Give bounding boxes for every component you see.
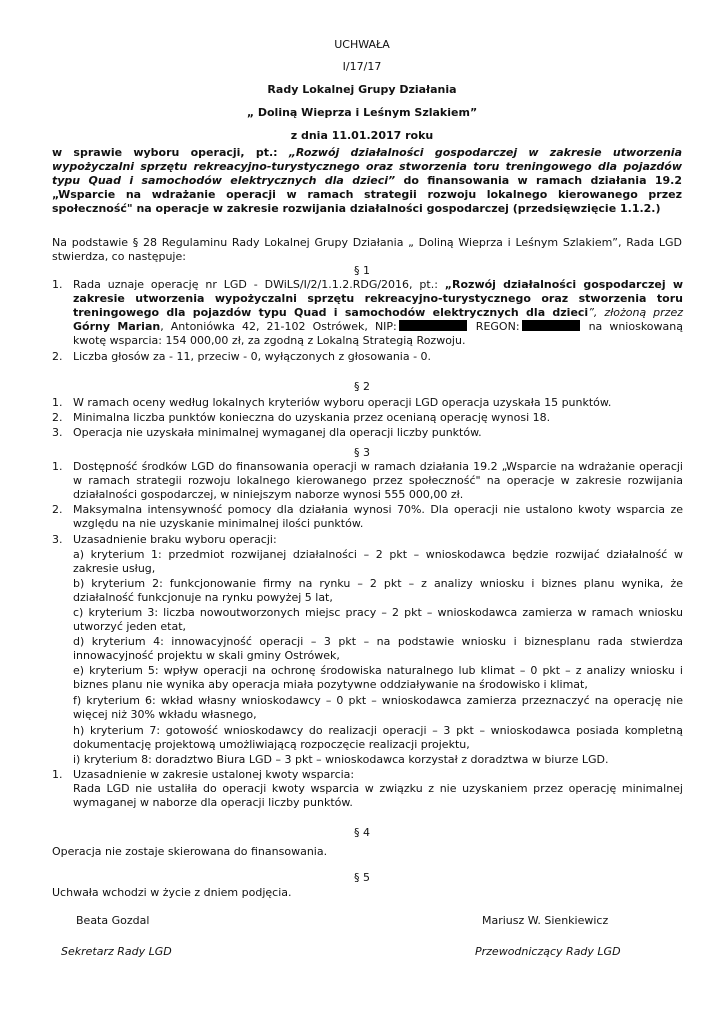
doc-number: I/17/17	[342, 60, 382, 73]
s3-item-2: Maksymalna intensywność pomocy dla działania wynosi 70%. Dla operacji nie ustalono kwoty wsparcia ze względu na nie uzyskanie minimalnej ilości punktów.	[73, 503, 683, 530]
issuing-body-name: „ Doliną Wieprza i Leśnym Szlakiem”	[246, 106, 478, 119]
section-2-heading: § 2	[354, 380, 370, 393]
s3-item-3: Uzasadnienie braku wyboru operacji:	[73, 533, 277, 546]
subject-rest: do finansowania w ramach działania 19.2 „Wsparcie na wdrażanie operacji w ramach strategii rozwoju lokalnego kierowanego przez społeczność" na operacje w zakresie rozwijania działalności gospodarczej (przedsięwzięcie 1.1.2.)	[52, 174, 682, 215]
s1-item-1-number: 1.	[52, 278, 63, 291]
redacted-nip	[399, 320, 467, 331]
s3-item-1: Dostępność środków LGD do finansowania operacji w ramach działania 19.2 „Wsparcie na wdrażanie operacji w ramach strategii rozwoju lokalnego kierowanego przez społeczność" na operacje w zakresie rozwijania działalności gospodarczej, w niniejszym naborze wynosi 555 000,00 zł.	[73, 460, 683, 501]
signatory-left-name: Beata Gozdal	[76, 914, 150, 927]
s1-item-1	[73, 278, 683, 348]
s1-item-1-lead: Rada uznaje operację nr LGD - DWiLS/I/2/1.1.2.RDG/2016, pt.:	[73, 278, 445, 291]
s1-item-2: Liczba głosów za - 11, przeciw - 0, wyłączonych z głosowania - 0.	[73, 350, 432, 363]
criterion-1: a) kryterium 1: przedmiot rozwijanej działalności – 2 pkt – wnioskodawca będzie rozwijać działalność w zakresie usług,	[73, 548, 683, 575]
s2-item-3-number: 3.	[52, 426, 63, 439]
section-5-text: Uchwała wchodzi w życie z dniem podjęcia.	[52, 886, 292, 899]
subject-title: „Rozwój działalności gospodarczej w zakresie utworzenia wypożyczalni sprzętu rekreacyjno-turystycznego oraz stworzenia toru treningowego dla pojazdów typu Quad i samochodów elektrycznych dla dzieci”	[52, 146, 682, 187]
criterion-6: f) kryterium 6: wkład własny wnioskodawcy – 0 pkt – wnioskodawca zamierza przeznaczyć na operację nie więcej niż 30% wkładu własnego,	[73, 694, 683, 721]
criterion-4: d) kryterium 4: innowacyjność operacji – 3 pkt – na podstawie wniosku i biznesplanu rada stwierdza innowacyjność projektu w skali gminy Ostrówek,	[73, 635, 683, 662]
doc-date: z dnia 11.01.2017 roku	[290, 129, 434, 142]
s2-item-1: W ramach oceny według lokalnych kryteriów wyboru operacji LGD operacja uzyskała 15 punktów.	[73, 396, 612, 409]
section-5-heading: § 5	[354, 871, 370, 884]
subject-paragraph	[52, 146, 682, 216]
s3-item-4-number: 1.	[52, 768, 63, 781]
issuing-body: Rady Lokalnej Grupy Działania	[267, 83, 457, 96]
signatory-left-role: Sekretarz Rady LGD	[61, 945, 172, 958]
s2-item-1-number: 1.	[52, 396, 63, 409]
doc-title: UCHWAŁA	[334, 38, 390, 51]
s1-operation-title: „Rozwój działalności gospodarczej w zakresie utworzenia wypożyczalni sprzętu rekreacyjno-turystycznego oraz stworzenia toru treningowego dla pojazdów typu Quad i samochodów elektrycznych dla dzieci	[73, 278, 683, 319]
s1-applicant-name: Górny Marian	[73, 320, 161, 333]
s1-regon-label: REGON:	[468, 320, 520, 333]
criterion-2: b) kryterium 2: funkcjonowanie firmy na rynku – 2 pkt – z analizy wniosku i biznes planu wynika, że działalność funkcjonuje na rynku powyżej 5 lat,	[73, 577, 683, 604]
s3-item-4-body: Rada LGD nie ustaliła do operacji kwoty wsparcia w związku z nie uzyskaniem przez operację minimalnej wymaganej w naborze dla operacji liczby punktów.	[73, 782, 683, 809]
s3-item-1-number: 1.	[52, 460, 63, 473]
s2-item-2: Minimalna liczba punktów konieczna do uzyskania przez ocenianą operację wynosi 18.	[73, 411, 551, 424]
criterion-8: i) kryterium 8: doradztwo Biura LGD – 3 pkt – wnioskodawca korzystał z doradztwa w biurze LGD.	[73, 753, 609, 766]
section-3-heading: § 3	[354, 446, 370, 459]
section-1-heading: § 1	[354, 264, 370, 277]
subject-lead: w sprawie wyboru operacji, pt.:	[52, 146, 289, 159]
s1-amount: na wnioskowaną kwotę wsparcia: 154 000,00 zł, za zgodną z Lokalną Strategią Rozwoju.	[73, 320, 683, 347]
section-4-text: Operacja nie zostaje skierowana do finansowania.	[52, 845, 328, 858]
criterion-5: e) kryterium 5: wpływ operacji na ochronę środowiska naturalnego lub klimat – 0 pkt – z analizy wniosku i biznes planu nie wynika aby operacja miała pozytywne oddziaływanie na środowisko i klimat,	[73, 664, 683, 691]
s2-item-3: Operacja nie uzyskała minimalnej wymaganej dla operacji liczby punktów.	[73, 426, 482, 439]
criterion-3: c) kryterium 3: liczba nowoutworzonych miejsc pracy – 2 pkt – wnioskodawca zamierza w ramach wniosku utworzyć jeden etat,	[73, 606, 683, 633]
section-4-heading: § 4	[354, 826, 370, 839]
s3-item-3-number: 3.	[52, 533, 63, 546]
legal-basis: Na podstawie § 28 Regulaminu Rady Lokalnej Grupy Działania „ Doliną Wieprza i Leśnym Szlakiem”, Rada LGD stwierdza, co następuje:	[52, 236, 682, 263]
redacted-regon	[522, 320, 580, 331]
s1-applicant-address: , Antoniówka 42, 21-102 Ostrówek, NIP:	[160, 320, 397, 333]
signatory-right-name: Mariusz W. Sienkiewicz	[482, 914, 609, 927]
s1-item-2-number: 2.	[52, 350, 63, 363]
s3-item-2-number: 2.	[52, 503, 63, 516]
signatory-right-role: Przewodniczący Rady LGD	[475, 945, 621, 958]
s2-item-2-number: 2.	[52, 411, 63, 424]
s3-item-4: Uzasadnienie w zakresie ustalonej kwoty wsparcia:	[73, 768, 355, 781]
criterion-7: h) kryterium 7: gotowość wnioskodawcy do realizacji operacji – 3 pkt – wnioskodawca posiada kompletną dokumentację projektową umożliwiającą rozpoczęcie realizacji projektu,	[73, 724, 683, 751]
s1-submitted-by: ”, złożoną przez	[588, 306, 684, 319]
